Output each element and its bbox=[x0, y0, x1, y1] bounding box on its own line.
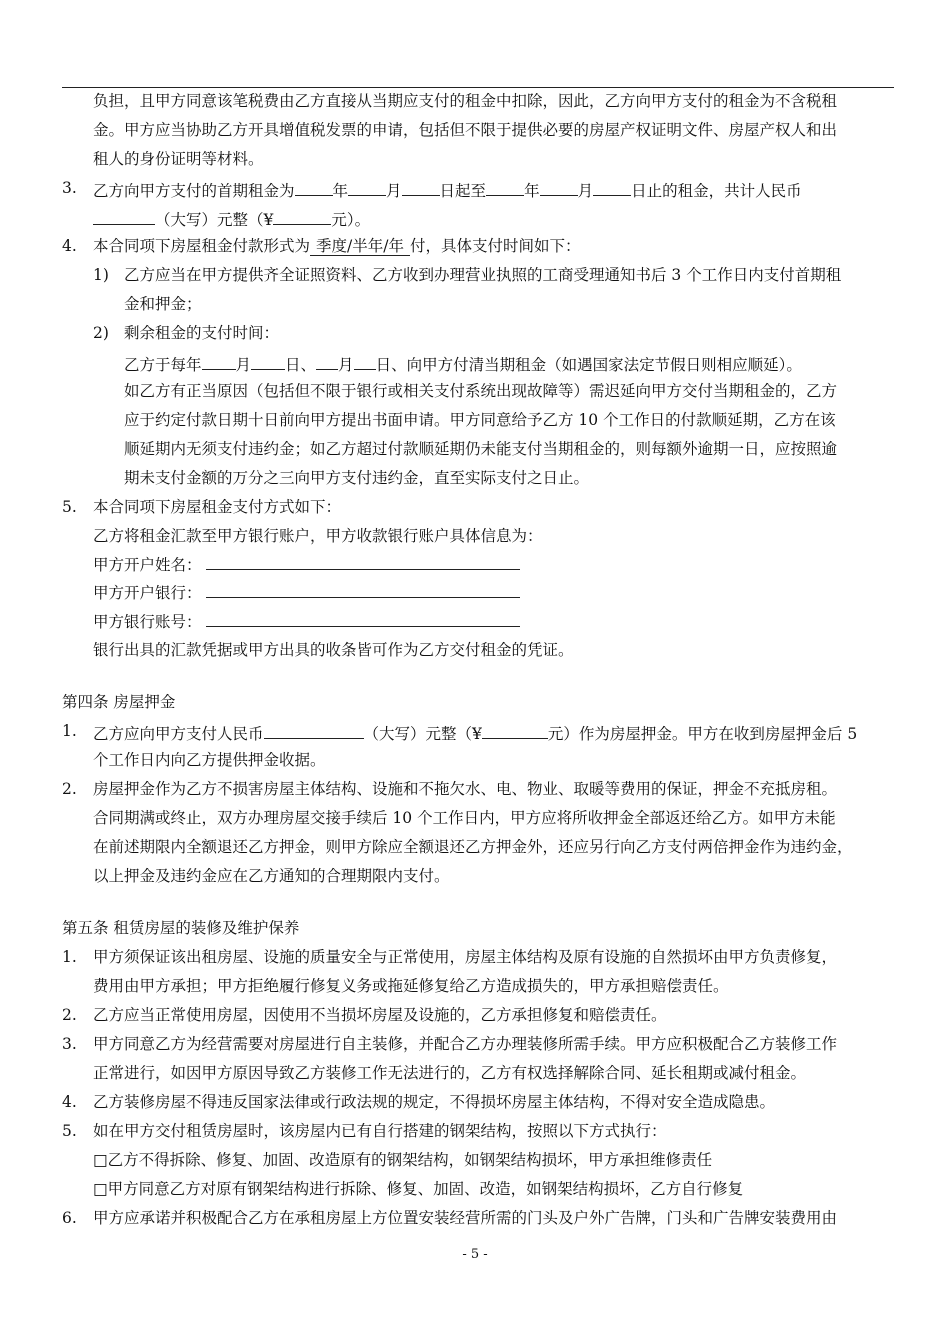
text-line: 在前述期限内全额退还乙方押金，则甲方除应全额退还乙方押金外，还应另行向乙方支付两倍押金作为违约金， bbox=[93, 838, 853, 856]
text-line: 如在甲方交付租赁房屋时，该房屋内已有自行搭建的钢架结构，按照以下方式执行： bbox=[93, 1122, 667, 1140]
text-segment: 乙方于每年 bbox=[124, 356, 202, 374]
checkbox-option-2[interactable]: □甲方同意乙方对原有钢架结构进行拆除、修复、加固、改造，如钢架结构损坏，乙方自行修复 bbox=[93, 1180, 744, 1198]
item-number: 4. bbox=[62, 1093, 77, 1111]
text-segment: 日起至 bbox=[439, 182, 487, 200]
item-number: 3. bbox=[62, 1035, 77, 1053]
account-number-label: 甲方银行账号： bbox=[93, 613, 202, 631]
text-segment: 月 bbox=[235, 356, 252, 374]
text-line: 如乙方有正当原因（包括但不限于银行或相关支付系统出现故障等）需迟延向甲方交付当期租金的，乙方 bbox=[124, 382, 838, 400]
text-line: 剩余租金的支付时间： bbox=[124, 324, 280, 342]
text-segment: 年 bbox=[524, 182, 540, 200]
blank-field bbox=[482, 721, 548, 739]
checkbox-option-1[interactable]: □乙方不得拆除、修复、加固、改造原有的钢架结构，如钢架结构损坏，甲方承担维修责任 bbox=[93, 1151, 713, 1169]
blank-field bbox=[93, 207, 155, 225]
text-line: 银行出具的汇款凭据或甲方出具的收条皆可作为乙方交付租金的凭证。 bbox=[93, 641, 574, 659]
text-segment: 月 bbox=[386, 182, 402, 200]
text-segment: 日、向甲方付清当期租金（如遇国家法定节假日则相应顺延）。 bbox=[375, 356, 802, 374]
payment-date-line bbox=[124, 352, 802, 375]
account-bank-label: 甲方开户银行： bbox=[93, 584, 202, 602]
account-bank-blank bbox=[206, 597, 520, 598]
text-line: 顺延期内无须支付违约金；如乙方超过付款顺延期仍未能支付当期租金的，则每额外逾期一日，应按照逾 bbox=[124, 440, 838, 458]
blank-field bbox=[348, 178, 386, 196]
text-line: 甲方须保证该出租房屋、设施的质量安全与正常使用，房屋主体结构及原有设施的自然损坏由甲方负责修复， bbox=[93, 948, 838, 966]
payment-form-line bbox=[93, 236, 580, 256]
item-number: 5. bbox=[62, 1122, 77, 1140]
payment-period-option: 季度/半年/年 bbox=[310, 237, 410, 256]
text-segment: 本合同项下房屋租金付款形式为 bbox=[93, 237, 311, 255]
text-line: 负担，且甲方同意该笔税费由乙方直接从当期应支付的租金中扣除，因此，乙方向甲方支付的租金为不含税租 bbox=[93, 92, 838, 110]
text-line: 甲方应承诺并积极配合乙方在承租房屋上方位置安装经营所需的门头及户外广告牌，门头和广告牌安装费用由 bbox=[93, 1209, 838, 1227]
text-segment: 年 bbox=[332, 182, 349, 200]
sub-item-number: 1) bbox=[93, 266, 109, 284]
text-segment: 付，具体支付时间如下： bbox=[409, 237, 581, 255]
first-rent-line bbox=[93, 178, 802, 201]
text-line: 正常进行，如因甲方原因导致乙方装修工作无法进行的，乙方有权选择解除合同、延长租期或减付租金。 bbox=[93, 1064, 807, 1082]
text-line: 乙方应当在甲方提供齐全证照资料、乙方收到办理营业执照的工商受理通知书后 3 个工作日内支付首期租 bbox=[124, 266, 842, 284]
blank-field bbox=[295, 178, 333, 196]
sub-item-number: 2) bbox=[93, 324, 109, 342]
header-rule bbox=[62, 87, 894, 88]
blank-field bbox=[486, 178, 524, 196]
deposit-amount-line bbox=[93, 721, 857, 744]
text-line: 金和押金； bbox=[124, 295, 202, 313]
item-number: 6. bbox=[62, 1209, 77, 1227]
blank-field bbox=[202, 352, 236, 370]
item-number: 1. bbox=[62, 722, 77, 740]
text-line: 乙方将租金汇款至甲方银行账户，甲方收款银行账户具体信息为： bbox=[93, 527, 543, 545]
text-line: 费用由甲方承担；甲方拒绝履行修复义务或拖延修复给乙方造成损失的，甲方承担赔偿责任。 bbox=[93, 977, 729, 995]
text-line: 租人的身份证明等材料。 bbox=[93, 150, 264, 168]
item-number: 2. bbox=[62, 1006, 77, 1024]
text-segment: 月 bbox=[338, 356, 354, 374]
text-line: 以上押金及违约金应在乙方通知的合理期限内支付。 bbox=[93, 867, 450, 885]
text-segment: 乙方应向甲方支付人民币 bbox=[93, 725, 264, 743]
text-line: 乙方应当正常使用房屋，因使用不当损坏房屋及设施的，乙方承担修复和赔偿责任。 bbox=[93, 1006, 667, 1024]
blank-field bbox=[316, 352, 338, 370]
blank-field bbox=[354, 352, 376, 370]
text-segment: 乙方向甲方支付的首期租金为 bbox=[93, 182, 295, 200]
text-line: 合同期满或终止，双方办理房屋交接手续后 10 个工作日内，甲方应将所收押金全部返还给乙方。如甲方未能 bbox=[93, 809, 836, 827]
item-number: 5. bbox=[62, 498, 77, 516]
item-number: 4. bbox=[62, 237, 77, 255]
blank-field bbox=[402, 178, 440, 196]
account-name-blank bbox=[206, 569, 520, 570]
text-line: 甲方同意乙方为经营需要对房屋进行自主装修，并配合乙方办理装修所需手续。甲方应积极配合乙方装修工作 bbox=[93, 1035, 838, 1053]
text-segment: 元）。 bbox=[331, 211, 371, 229]
blank-field bbox=[540, 178, 578, 196]
blank-field bbox=[273, 207, 331, 225]
item-number: 2. bbox=[62, 780, 77, 798]
account-number-blank bbox=[206, 626, 520, 627]
text-line: 个工作日内向乙方提供押金收据。 bbox=[93, 751, 326, 769]
text-line: 房屋押金作为乙方不损害房屋主体结构、设施和不拖欠水、电、物业、取暖等费用的保证，押金不充抵房租。 bbox=[93, 780, 838, 798]
text-line: 应于约定付款日期十日前向甲方提出书面申请。甲方同意给予乙方 10 个工作日的付款顺延期，乙方在该 bbox=[124, 411, 836, 429]
text-segment: 元）作为房屋押金。甲方在收到房屋押金后 5 bbox=[547, 725, 858, 743]
item-number: 3. bbox=[62, 179, 77, 197]
text-segment: 月 bbox=[577, 182, 594, 200]
blank-field bbox=[251, 352, 285, 370]
text-segment: 日止的租金，共计人民币 bbox=[631, 182, 802, 200]
blank-field bbox=[264, 721, 364, 739]
first-rent-amount-line bbox=[93, 207, 370, 230]
text-line: 乙方装修房屋不得违反国家法律或行政法规的规定，不得损坏房屋主体结构，不得对安全造成隐患。 bbox=[93, 1093, 776, 1111]
text-line: 期未支付金额的万分之三向甲方支付违约金，直至实际支付之日止。 bbox=[124, 469, 590, 487]
section-heading: 第四条 房屋押金 bbox=[62, 693, 176, 711]
text-segment: （大写）元整（¥ bbox=[155, 211, 274, 229]
account-name-label: 甲方开户姓名： bbox=[93, 556, 202, 574]
text-line: 金。甲方应当协助乙方开具增值税发票的申请，包括但不限于提供必要的房屋产权证明文件、房屋产权人和出 bbox=[93, 121, 838, 139]
text-segment: （大写）元整（¥ bbox=[363, 725, 482, 743]
page-number: - 5 - bbox=[462, 1247, 488, 1262]
text-segment: 日、 bbox=[285, 356, 317, 374]
section-heading: 第五条 租赁房屋的装修及维护保养 bbox=[62, 919, 300, 937]
blank-field bbox=[593, 178, 631, 196]
text-line: 本合同项下房屋租金支付方式如下： bbox=[93, 498, 342, 516]
item-number: 1. bbox=[62, 948, 77, 966]
